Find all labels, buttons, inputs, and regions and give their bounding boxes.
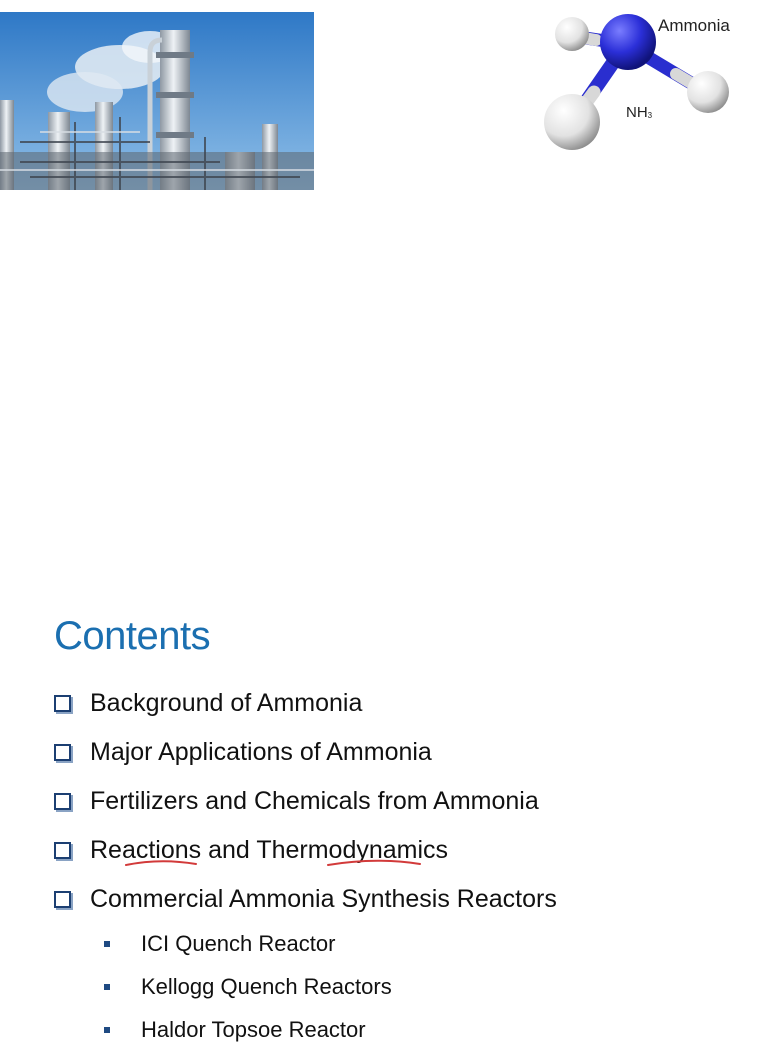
molecule-name-label: Ammonia — [658, 16, 730, 35]
checkbox-icon — [54, 744, 71, 761]
checkbox-icon — [54, 842, 71, 859]
contents-item-label: Major Applications of Ammonia — [90, 738, 432, 766]
contents-list — [52, 684, 752, 929]
contents-item — [52, 831, 752, 880]
square-bullet-icon — [104, 984, 110, 990]
refinery-photo — [0, 12, 314, 190]
sublist-item-label: Kellogg Quench Reactors — [141, 974, 392, 999]
contents-item — [52, 684, 752, 733]
checkbox-icon — [54, 793, 71, 810]
refinery-illustration — [0, 12, 314, 190]
formula-main: NH — [626, 104, 648, 121]
checkbox-icon — [54, 891, 71, 908]
checkbox-icon — [54, 695, 71, 712]
ammonia-molecule — [536, 4, 768, 154]
sublist-item-label: ICI Quench Reactor — [141, 931, 336, 956]
contents-item-label: Background of Ammonia — [90, 689, 363, 717]
contents-item-label: Reactions and Thermodynamics — [90, 836, 449, 864]
contents-item — [52, 782, 752, 831]
ammonia-molecule-model — [536, 4, 768, 154]
sublist-item — [102, 969, 392, 1012]
contents-sublist — [102, 926, 392, 1055]
square-bullet-icon — [104, 1027, 110, 1033]
formula-subscript: 3 — [647, 111, 653, 120]
sublist-item — [102, 926, 392, 969]
contents-item — [52, 880, 752, 929]
sublist-item — [102, 1012, 392, 1055]
contents-item-label: Fertilizers and Chemicals from Ammonia — [90, 787, 539, 815]
contents-item-label: Commercial Ammonia Synthesis Reactors — [90, 885, 557, 913]
molecule-formula-label — [626, 104, 652, 121]
sublist-item-label: Haldor Topsoe Reactor — [141, 1017, 366, 1042]
square-bullet-icon — [104, 941, 110, 947]
contents-title: Contents — [54, 614, 211, 658]
contents-item — [52, 733, 752, 782]
